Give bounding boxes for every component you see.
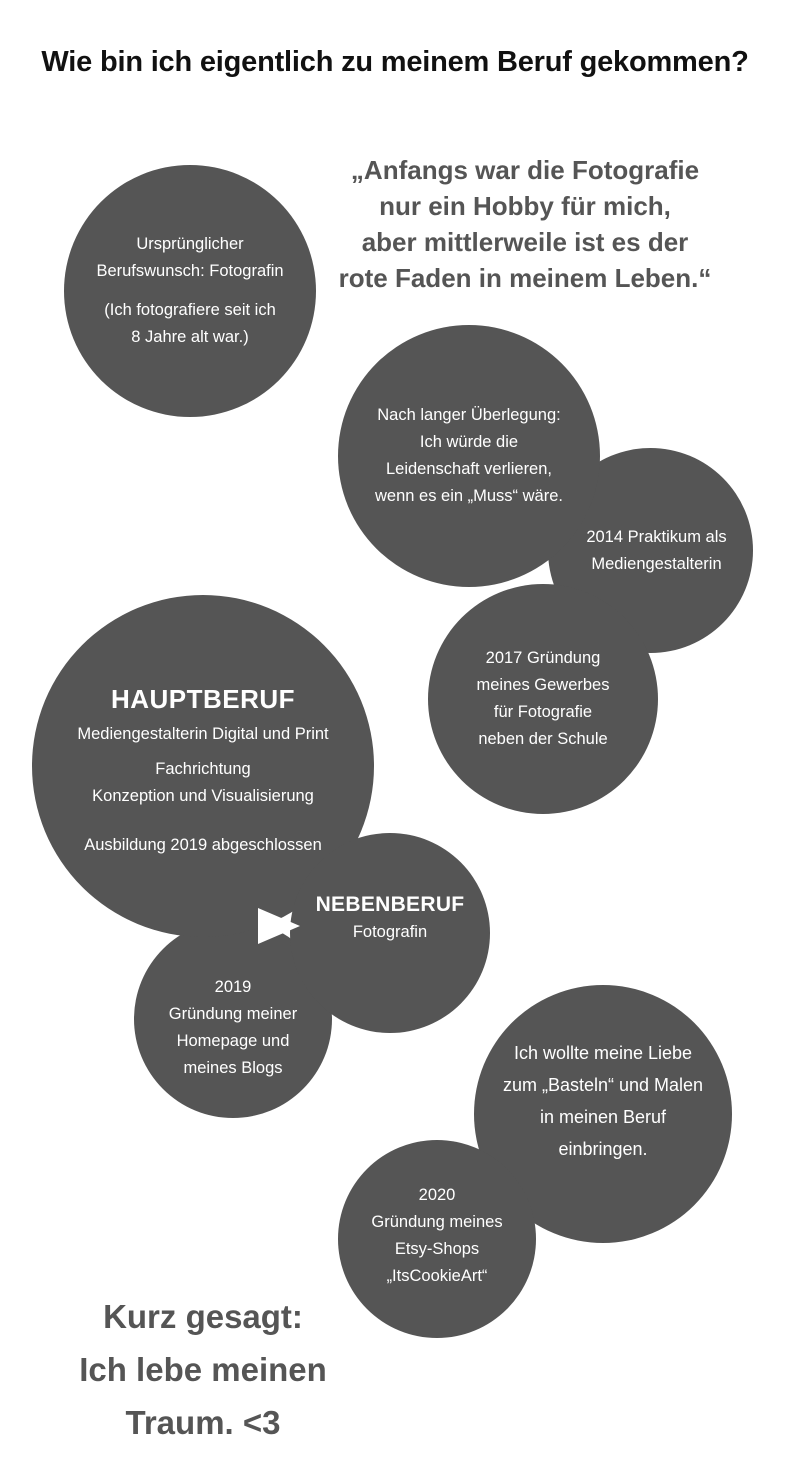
bubble-text: Etsy-Shops xyxy=(394,1240,480,1258)
quote-line: „Anfangs war die Fotografie xyxy=(350,155,700,185)
bubble-text: wenn es ein „Muss“ wäre. xyxy=(375,487,563,505)
outro-line: Ich lebe meinen xyxy=(79,1351,327,1388)
bubble-text: Mediengestalterin Digital und Print xyxy=(77,725,329,743)
bubble-text: Fachrichtung xyxy=(155,760,251,778)
bubble-business xyxy=(428,584,658,814)
bubble-text: Gründung meiner xyxy=(168,1005,298,1023)
bubble-text: Berufswunsch: Fotografin xyxy=(96,262,284,280)
closing-statement xyxy=(48,1290,358,1449)
quote-line: rote Faden in meinem Leben.“ xyxy=(338,263,712,293)
bubble-text: „ItsCookieArt“ xyxy=(386,1267,488,1285)
bubble-text: in meinen Beruf xyxy=(539,1107,667,1127)
page-title: Wie bin ich eigentlich zu meinem Beruf gekommen? xyxy=(41,46,749,78)
quote-line: nur ein Hobby für mich, xyxy=(379,191,671,221)
bubble-text: Konzeption und Visualisierung xyxy=(92,787,314,805)
bubble-text: Mediengestalterin xyxy=(591,554,722,573)
bubble-text: meines Gewerbes xyxy=(476,676,610,694)
bubble-text: (Ich fotografiere seit ich xyxy=(104,301,276,319)
outro-line: Kurz gesagt: xyxy=(103,1298,303,1335)
bubble-text: für Fotografie xyxy=(493,703,593,721)
bubble-text: 2014 Praktikum als xyxy=(586,527,727,546)
quote xyxy=(330,152,720,296)
bubble-text: Ich wollte meine Liebe xyxy=(513,1043,693,1063)
bubble-text: Ich würde die xyxy=(419,433,519,451)
bubble-text: Ursprünglicher xyxy=(136,235,244,253)
connector-notch xyxy=(258,908,300,944)
side-job-heading: NEBENBERUF xyxy=(315,892,465,916)
bubble-side-job xyxy=(290,833,490,1033)
bubble-text: Leidenschaft verlieren, xyxy=(385,460,552,478)
bubble-career-wish xyxy=(64,165,316,417)
bubble-text: neben der Schule xyxy=(478,730,608,748)
main-job-heading: HAUPTBERUF xyxy=(110,684,296,714)
bubble-text: zum „Basteln“ und Malen xyxy=(502,1075,704,1095)
bubble-text: Ausbildung 2019 abgeschlossen xyxy=(84,836,322,854)
bubble-etsy xyxy=(338,1140,536,1338)
quote-line: aber mittlerweile ist es der xyxy=(361,227,689,257)
bubble-text: 2020 xyxy=(418,1186,456,1204)
bubble-text: einbringen. xyxy=(558,1139,648,1159)
bubble-text: meines Blogs xyxy=(183,1059,283,1077)
outro-line: Traum. <3 xyxy=(125,1404,281,1441)
bubble-text: Homepage und xyxy=(176,1032,290,1050)
bubble-reflection xyxy=(338,325,600,587)
bubble-text: Nach langer Überlegung: xyxy=(377,406,561,424)
bubble-text: 2017 Gründung xyxy=(485,649,601,667)
bubble-text: 8 Jahre alt war.) xyxy=(131,328,249,346)
bubble-text: 2019 xyxy=(214,978,252,996)
bubble-text: Fotografin xyxy=(352,922,428,941)
bubble-text: Gründung meines xyxy=(371,1213,503,1231)
